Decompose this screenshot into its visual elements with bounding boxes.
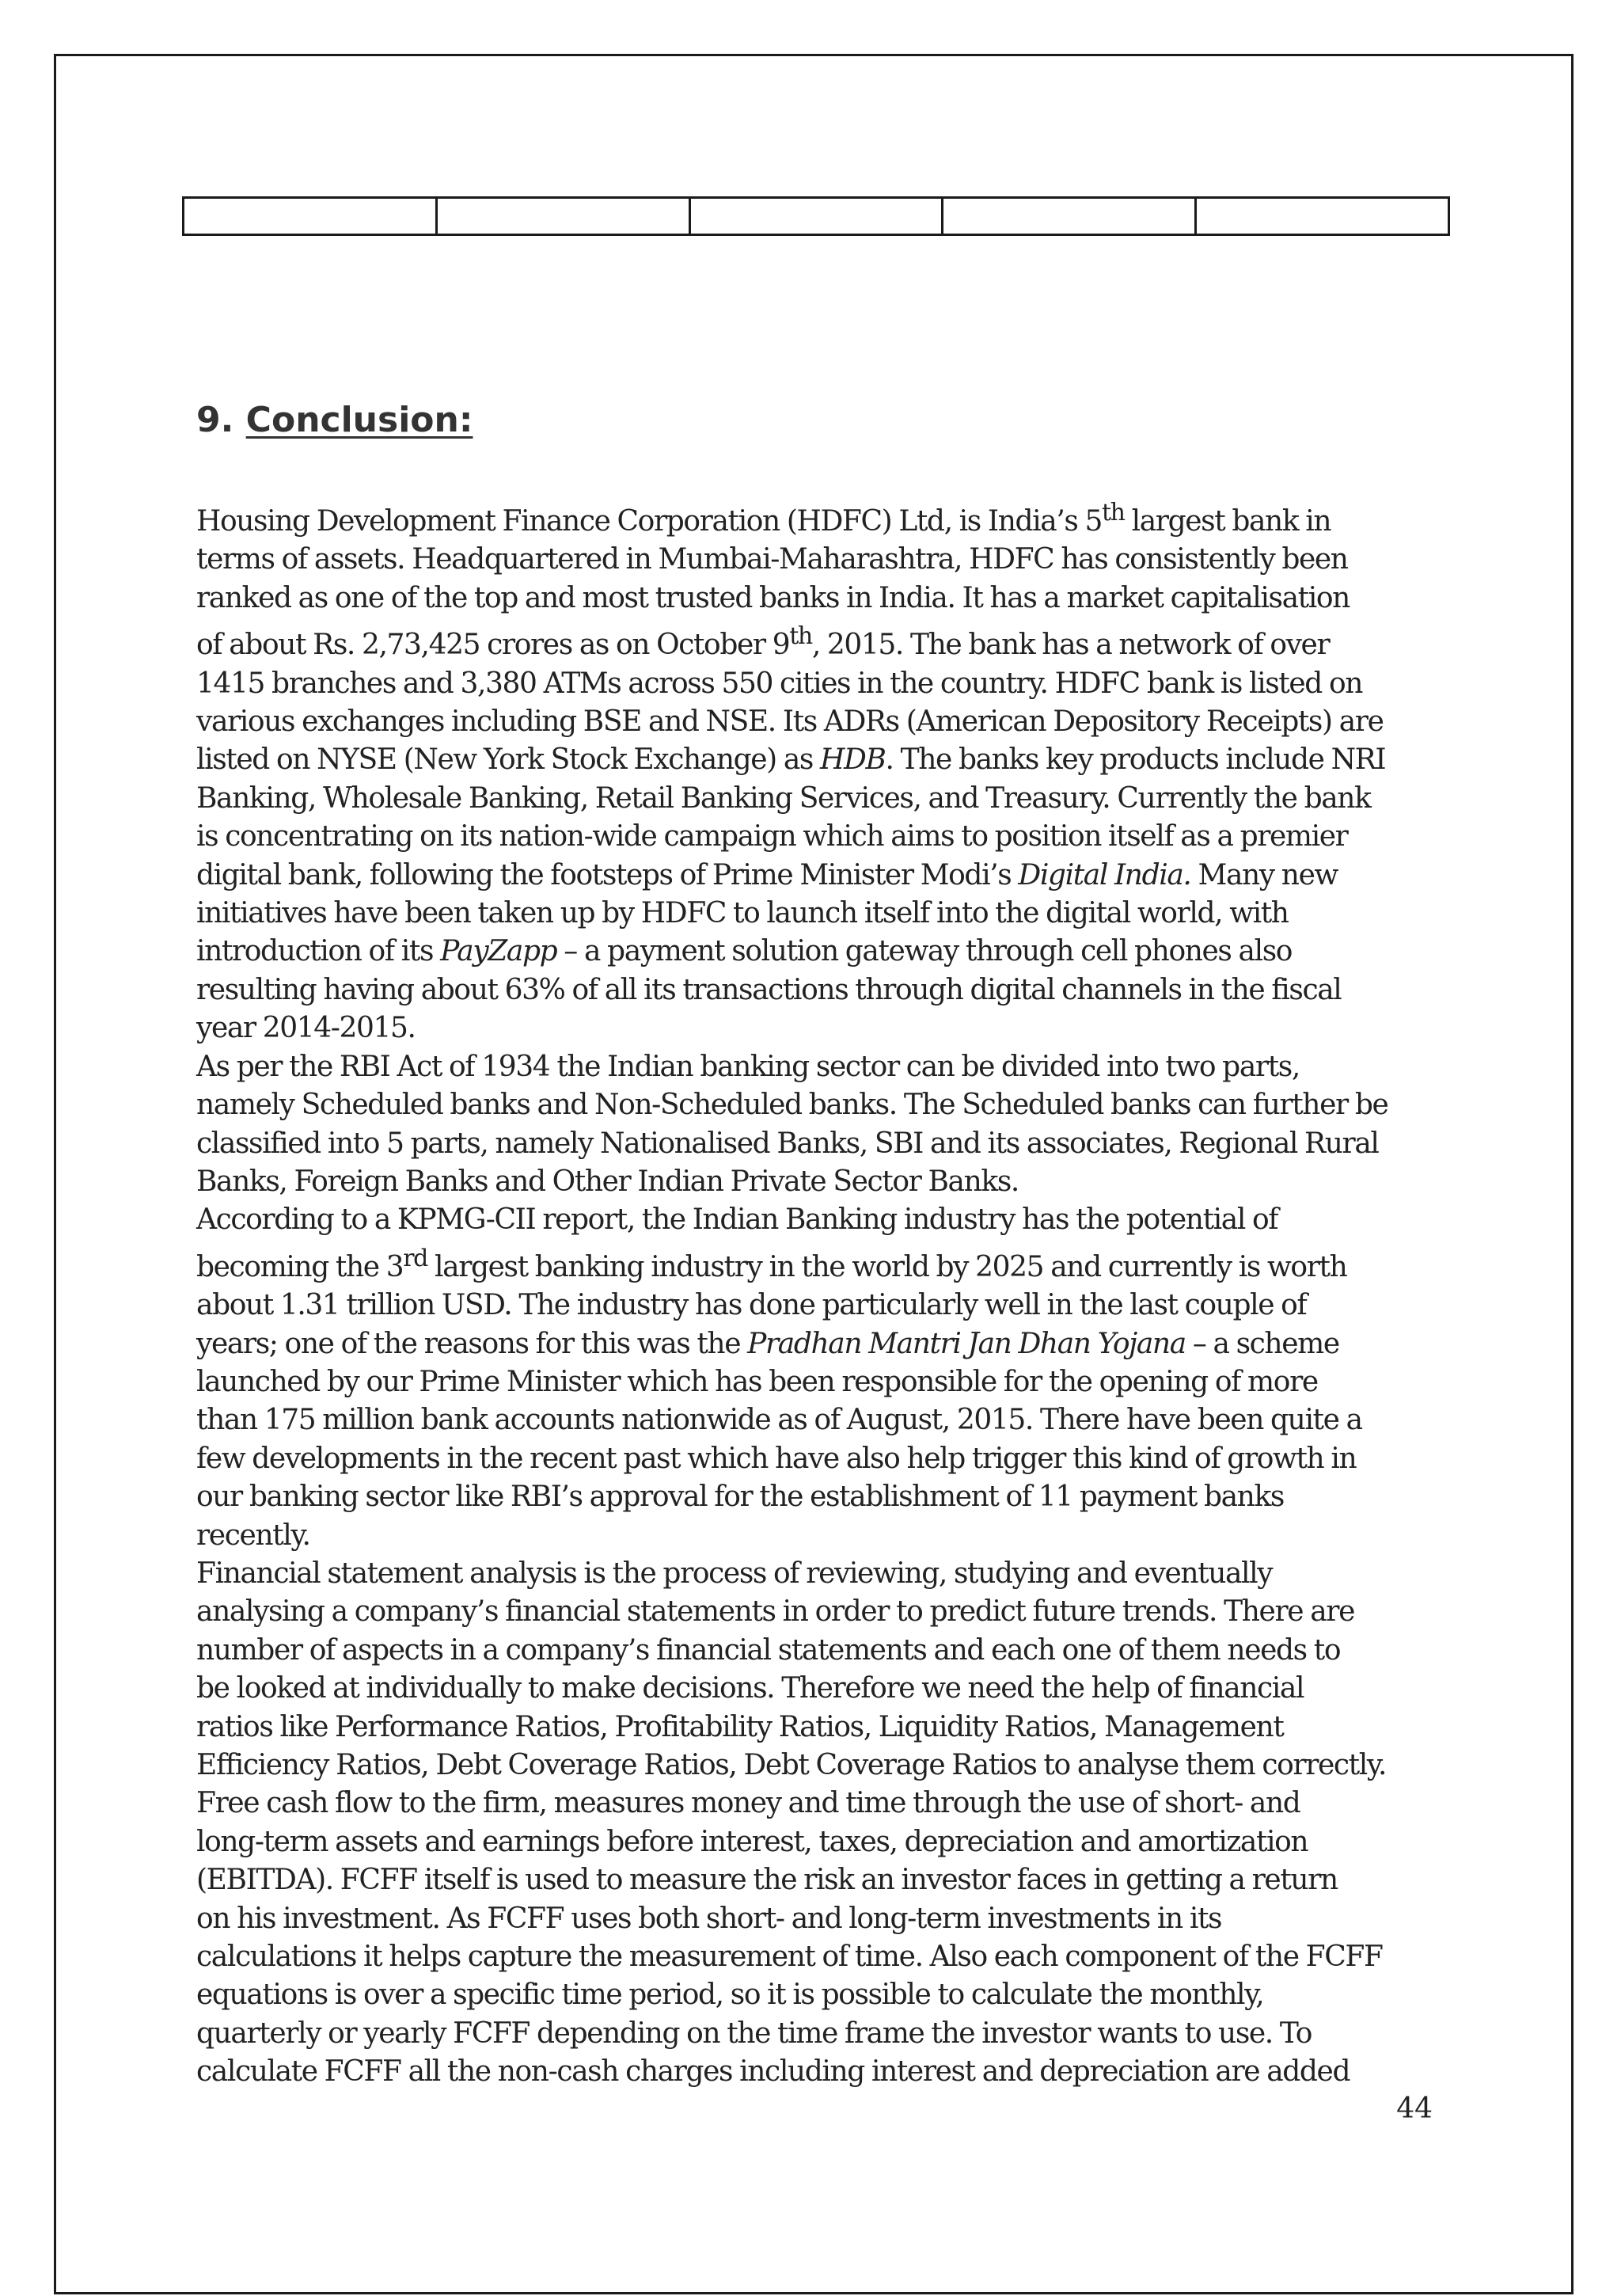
body-line: Housing Development Finance Corporation (HDFC) Ltd, is India’s 5th largest bank in — [196, 499, 1331, 538]
body-line: According to a KPMG-CII report, the Indian Banking industry has the potential of — [196, 1203, 1278, 1237]
table-cell — [1196, 198, 1449, 235]
body-line: becoming the 3rd largest banking industry in the world by 2025 and currently is worth — [196, 1244, 1347, 1283]
table-row — [184, 198, 1449, 235]
table-cell — [689, 198, 943, 235]
body-line: Banks, Foreign Banks and Other Indian Private Sector Banks. — [196, 1165, 1019, 1198]
italic-term: Digital India. — [1018, 858, 1191, 891]
body-line: calculate FCFF all the non-cash charges including interest and depreciation are added — [196, 2055, 1350, 2089]
body-line: various exchanges including BSE and NSE. Its ADRs (American Depository Receipts) are — [196, 705, 1384, 739]
body-line: Financial statement analysis is the process of reviewing, studying and eventually — [196, 1557, 1273, 1590]
superscript: rd — [403, 1244, 427, 1272]
body-line: our banking sector like RBI’s approval for the establishment of 11 payment banks — [196, 1481, 1284, 1514]
table-bottom-row — [182, 196, 1450, 236]
body-line: recently. — [196, 1519, 310, 1552]
body-line: calculations it helps capture the measurement of time. Also each component of the FCFF — [196, 1941, 1383, 1974]
body-line: analysing a company’s financial statements in order to predict future trends. There are — [196, 1595, 1354, 1629]
body-line: listed on NYSE (New York Stock Exchange) as HDB. The banks key products include NRI — [196, 743, 1386, 777]
body-line: ratios like Performance Ratios, Profitability Ratios, Liquidity Ratios, Management — [196, 1710, 1284, 1743]
body-line: resulting having about 63% of all its transactions through digital channels in the fiscal — [196, 973, 1342, 1006]
body-line: (EBITDA). FCFF itself is used to measure the risk an investor faces in getting a return — [196, 1864, 1338, 1897]
italic-term: PayZapp — [440, 935, 557, 968]
superscript: th — [1101, 499, 1125, 526]
body-line: Free cash flow to the firm, measures money and time through the use of short- and — [196, 1787, 1300, 1820]
body-line: quarterly or yearly FCFF depending on the time frame the investor wants to use. To — [196, 2017, 1312, 2050]
body-line: digital bank, following the footsteps of Prime Minister Modi’s Digital India. Many new — [196, 858, 1338, 891]
page-number: 44 — [1396, 2093, 1433, 2125]
body-line: Banking, Wholesale Banking, Retail Banking Services, and Treasury. Currently the bank — [196, 781, 1371, 815]
body-line: 1415 branches and 3,380 ATMs across 550 cities in the country. HDFC bank is listed on — [196, 667, 1363, 700]
body-line: initiatives have been taken up by HDFC to launch itself into the digital world, with — [196, 897, 1289, 930]
body-line: launched by our Prime Minister which has been responsible for the opening of more — [196, 1365, 1318, 1398]
body-line: years; one of the reasons for this was the Pradhan Mantri Jan Dhan Yojana – a scheme — [196, 1327, 1339, 1360]
table-cell — [436, 198, 689, 235]
section-number: 9. — [196, 400, 234, 440]
body-line: of about Rs. 2,73,425 crores as on October 9th, 2015. The bank has a network of over — [196, 622, 1330, 662]
body-line: classified into 5 parts, namely Nationalised Banks, SBI and its associates, Regional Rural — [196, 1127, 1379, 1160]
body-line: ranked as one of the top and most trusted banks in India. It has a market capitalisation — [196, 581, 1350, 614]
body-line: number of aspects in a company’s financial statements and each one of them needs to — [196, 1633, 1341, 1667]
body-line: few developments in the recent past which have also help trigger this kind of growth in — [196, 1442, 1357, 1475]
body-line: is concentrating on its nation-wide campaign which aims to position itself as a premier — [196, 820, 1348, 853]
body-line: terms of assets. Headquartered in Mumbai-Maharashtra, HDFC has consistently been — [196, 543, 1348, 576]
body-line: year 2014-2015. — [196, 1012, 416, 1045]
table-cell — [943, 198, 1196, 235]
body-line: equations is over a specific time period, so it is possible to calculate the monthly, — [196, 1979, 1264, 2012]
conclusion-body — [196, 494, 1447, 2092]
body-line: long-term assets and earnings before interest, taxes, depreciation and amortization — [196, 1825, 1308, 1858]
italic-term: Pradhan Mantri Jan Dhan Yojana — [747, 1327, 1186, 1360]
section-title: Conclusion: — [245, 400, 473, 440]
body-line: on his investment. As FCFF uses both short- and long-term investments in its — [196, 1902, 1222, 1935]
body-line: introduction of its PayZapp – a payment solution gateway through cell phones also — [196, 935, 1293, 968]
superscript: th — [789, 622, 812, 651]
body-line: Efficiency Ratios, Debt Coverage Ratios, Debt Coverage Ratios to analyse them correctly. — [196, 1749, 1387, 1781]
italic-term: HDB — [820, 743, 886, 777]
section-heading — [196, 393, 473, 448]
body-line: about 1.31 trillion USD. The industry has done particularly well in the last couple of — [196, 1289, 1307, 1322]
body-line: than 175 million bank accounts nationwide as of August, 2015. There have been quite a — [196, 1404, 1362, 1437]
table-cell — [184, 198, 437, 235]
body-line: be looked at individually to make decisions. Therefore we need the help of financial — [196, 1672, 1304, 1705]
body-line: namely Scheduled banks and Non-Scheduled banks. The Scheduled banks can further be — [196, 1089, 1388, 1122]
body-line: As per the RBI Act of 1934 the Indian banking sector can be divided into two parts, — [196, 1050, 1300, 1083]
